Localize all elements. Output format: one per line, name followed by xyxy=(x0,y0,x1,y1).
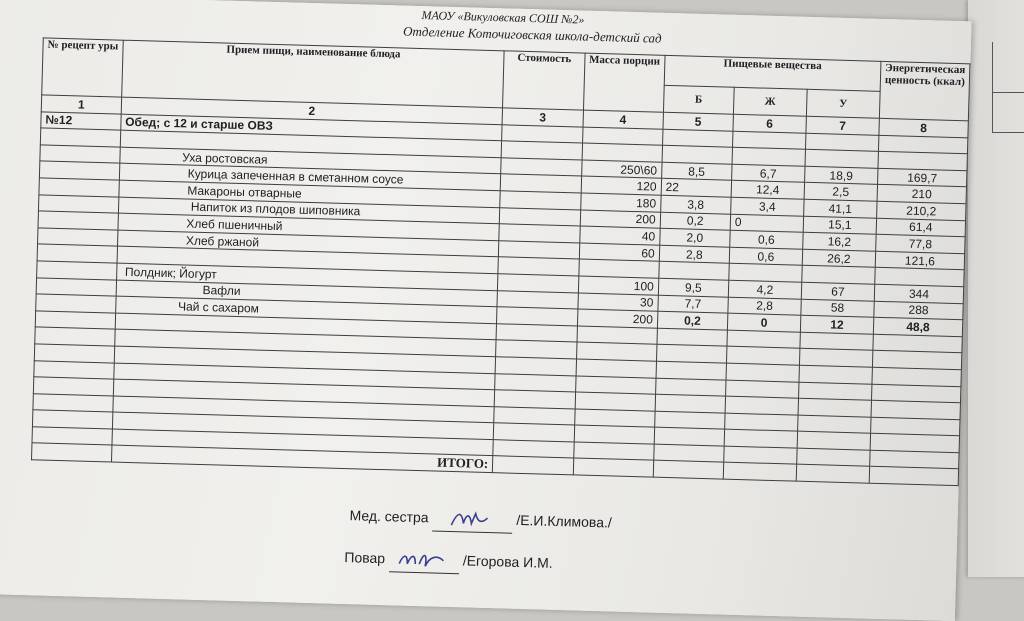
dish-name: Вафли xyxy=(116,280,498,307)
adjacent-sheet-cell xyxy=(992,42,1024,93)
col-header-protein: Б xyxy=(663,86,734,115)
protein-cell: 7,7 xyxy=(658,295,729,314)
section-title: Обед; с 12 и старше ОВЗ xyxy=(120,114,502,141)
fat-cell: 12,4 xyxy=(731,181,804,200)
column-number: 8 xyxy=(879,118,968,137)
portion-cell: 100 xyxy=(578,276,658,295)
dish-name: Полдник; Йогурт xyxy=(116,263,498,290)
fat-cell: 0 xyxy=(730,214,803,233)
dish-name: Хлеб ржаной xyxy=(117,230,499,257)
kcal-cell: 61,4 xyxy=(876,218,965,237)
fat-cell: 6,7 xyxy=(731,164,804,183)
cook-name: /Егорова И.М. xyxy=(462,552,553,571)
column-number: 7 xyxy=(806,116,879,135)
nurse-label: Мед. сестра xyxy=(349,507,429,526)
adjacent-sheet xyxy=(968,0,1024,577)
column-number: 4 xyxy=(583,110,663,129)
kcal-cell: 344 xyxy=(874,284,963,303)
nurse-signature xyxy=(432,507,513,534)
kcal-cell: 121,6 xyxy=(875,251,964,270)
column-number: 3 xyxy=(502,108,583,127)
fat-cell: 0 xyxy=(727,313,800,332)
nurse-signature-line xyxy=(349,504,612,536)
portion-cell: 40 xyxy=(579,226,659,245)
carbs-cell: 2,5 xyxy=(804,183,877,202)
dish-name: Напиток из плодов шиповника xyxy=(118,197,500,224)
portion-cell: 60 xyxy=(579,243,659,262)
protein-cell: 22 xyxy=(661,179,732,198)
kcal-cell: 210,2 xyxy=(877,201,966,220)
handwritten-signature-icon xyxy=(393,547,456,573)
section-recipe: №12 xyxy=(41,112,121,131)
total-label: ИТОГО: xyxy=(111,445,493,473)
col-header-carbs: У xyxy=(806,90,880,119)
protein-cell: 0,2 xyxy=(660,212,731,231)
kcal-cell: 288 xyxy=(874,301,963,320)
protein-cell: 2,8 xyxy=(659,245,730,264)
portion-cell: 30 xyxy=(578,293,658,312)
col-header-meal: Прием пищи, наименование блюда xyxy=(121,40,504,108)
cook-signature-line xyxy=(344,546,553,577)
fat-cell: 0,6 xyxy=(730,230,803,249)
kcal-cell: 77,8 xyxy=(876,234,965,253)
kcal-cell: 210 xyxy=(877,185,966,204)
col-header-recipe: № рецепт уры xyxy=(42,38,123,97)
portion-cell: 200 xyxy=(577,309,657,328)
protein-cell: 0,2 xyxy=(657,311,728,330)
dish-name: Макароны отварные xyxy=(119,180,501,207)
carbs-cell: 18,9 xyxy=(804,166,877,185)
portion-cell: 200 xyxy=(580,210,660,229)
fat-cell: 3,4 xyxy=(731,197,804,216)
carbs-cell: 26,2 xyxy=(802,249,875,268)
col-header-nutrients: Пищевые вещества xyxy=(664,55,881,91)
fat-cell: 0,6 xyxy=(729,247,802,266)
portion-cell: 250\60 xyxy=(581,160,661,179)
dish-name: Чай с сахаром xyxy=(115,296,497,323)
portion-cell: 120 xyxy=(581,176,661,195)
dish-name: Уха ростовская xyxy=(120,147,502,174)
protein-cell: 3,8 xyxy=(660,195,731,214)
menu-table xyxy=(31,37,970,486)
kcal-cell: 169,7 xyxy=(877,168,966,187)
nurse-name: /Е.И.Климова./ xyxy=(516,511,613,531)
col-header-fat: Ж xyxy=(733,88,807,117)
branch-name: Отделение Коточиговская школа-детский сад xyxy=(402,23,662,46)
carbs-cell: 67 xyxy=(801,282,874,301)
dish-name: Хлеб пшеничный xyxy=(118,213,500,240)
col-header-energy: Энергетическая ценность (ккал) xyxy=(879,61,970,120)
column-number: 2 xyxy=(121,97,503,124)
dish-name: Курица запеченная в сметанном соусе xyxy=(119,164,501,191)
carbs-cell: 58 xyxy=(801,299,874,318)
protein-cell: 8,5 xyxy=(661,162,732,181)
carbs-cell: 16,2 xyxy=(803,232,876,251)
protein-cell: 2,0 xyxy=(659,228,730,247)
protein-cell: 9,5 xyxy=(658,278,729,297)
column-number: 6 xyxy=(733,114,806,133)
school-name: МАОУ «Викуловская СОШ №2» xyxy=(421,8,585,27)
fat-cell: 2,8 xyxy=(728,297,801,316)
column-number: 1 xyxy=(41,95,121,114)
carbs-cell: 15,1 xyxy=(803,216,876,235)
column-number: 5 xyxy=(663,112,734,131)
portion-cell: 180 xyxy=(580,193,660,212)
handwritten-signature-icon xyxy=(441,507,504,533)
carbs-cell: 41,1 xyxy=(804,199,877,218)
kcal-cell: 48,8 xyxy=(873,317,962,336)
fat-cell: 4,2 xyxy=(728,280,801,299)
col-header-cost: Стоимость xyxy=(503,51,585,110)
cook-signature xyxy=(389,547,460,574)
col-header-portion: Масса порции xyxy=(583,53,665,112)
cook-label: Повар xyxy=(344,549,386,567)
carbs-cell: 12 xyxy=(800,315,873,334)
adjacent-sheet-cell xyxy=(992,92,1024,133)
